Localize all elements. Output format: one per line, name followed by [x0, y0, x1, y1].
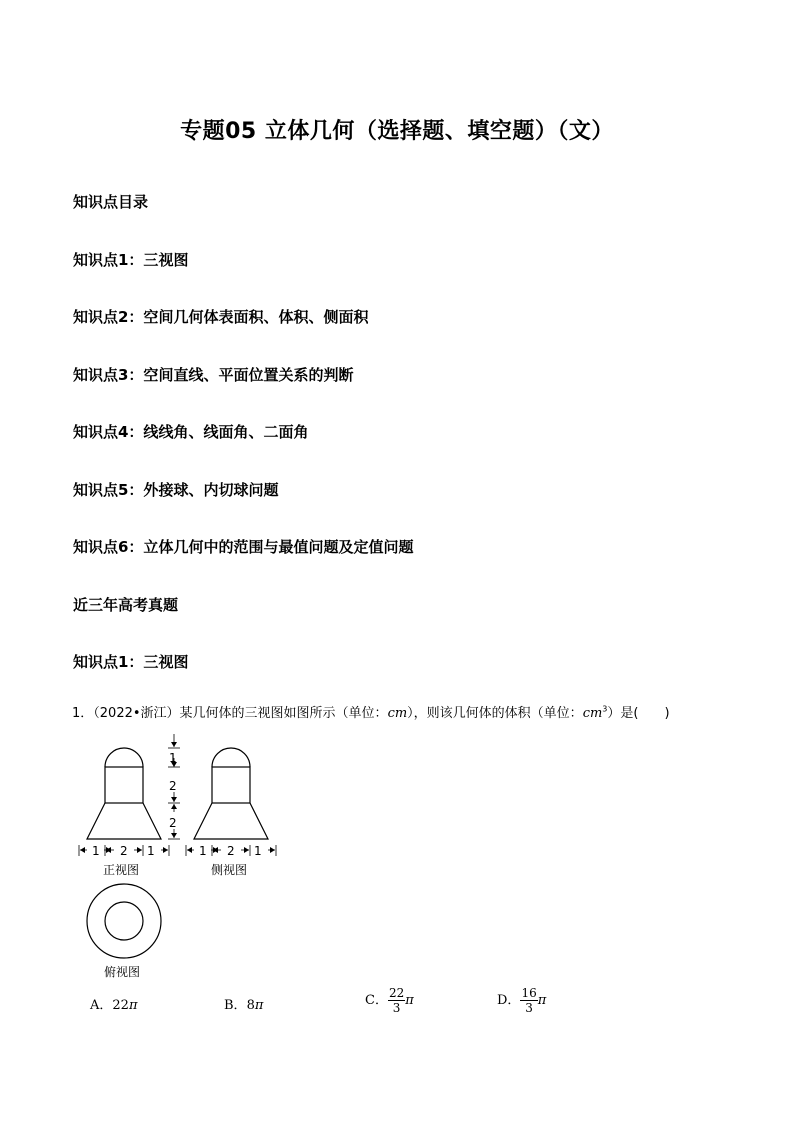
toc-item-6: 知识点6：立体几何中的范围与最值问题及定值问题: [73, 538, 414, 556]
dim-side-1: 1: [199, 844, 207, 858]
section-knowledge-1: 知识点1：三视图: [73, 653, 189, 671]
unit-exponent: 3: [602, 704, 608, 714]
toc-item-2: 知识点2：空间几何体表面积、体积、侧面积: [73, 308, 369, 326]
option-d-label: D．: [497, 993, 521, 1008]
unit-cm-1: cm: [387, 706, 408, 721]
toc-item-1: 知识点1：三视图: [73, 251, 189, 269]
dim-front-2: 2: [120, 844, 128, 858]
question-source: （2022•浙江）: [93, 706, 180, 721]
top-view-label: 俯视图: [104, 965, 141, 979]
option-a-label: A．: [90, 998, 113, 1013]
question-text-2: ），则该几何体的体积（单位：: [407, 706, 583, 721]
option-c-numerator: 22: [388, 986, 405, 1000]
side-view-drawing: [194, 748, 268, 839]
toc-item-4: 知识点4：线线角、线面角、二面角: [73, 423, 309, 441]
pi-symbol: π: [254, 998, 264, 1013]
option-c: [365, 986, 414, 1015]
pi-symbol: π: [537, 993, 547, 1008]
front-view-label: 正视图: [103, 863, 140, 877]
dim-vertical-2: 2: [169, 779, 177, 793]
option-c-label: C．: [365, 993, 388, 1008]
toc-heading: 知识点目录: [73, 193, 149, 211]
option-b: [224, 994, 263, 1013]
option-c-fraction: [388, 986, 405, 1015]
option-b-label: B．: [224, 998, 247, 1013]
option-a-value: 22: [112, 998, 129, 1013]
dim-side-2: 2: [227, 844, 235, 858]
toc-item-5: 知识点5：外接球、内切球问题: [73, 481, 279, 499]
dim-vertical-1: 1: [169, 751, 177, 765]
pi-symbol: π: [128, 998, 138, 1013]
dim-vertical-3: 2: [169, 816, 177, 830]
option-b-value: 8: [246, 998, 255, 1013]
question-text-3: ）是( ): [607, 706, 670, 721]
top-view-drawing: [87, 884, 161, 958]
dim-side-3: 1: [254, 844, 262, 858]
dim-front-3: 1: [147, 844, 155, 858]
option-d: [497, 986, 546, 1015]
question-number: 1．: [72, 706, 94, 721]
question-text-1: 某几何体的三视图如图所示（单位：: [179, 706, 388, 721]
toc-item-3: 知识点3：空间直线、平面位置关系的判断: [73, 366, 354, 384]
option-d-numerator: 16: [521, 986, 537, 1000]
document-title: 专题05 立体几何（选择题、填空题）（文）: [180, 119, 614, 144]
option-c-denominator: 3: [392, 1001, 401, 1015]
unit-cm-2: cm: [582, 706, 603, 721]
side-view-label: 侧视图: [211, 863, 248, 877]
section-real-exams: 近三年高考真题: [73, 596, 179, 614]
option-a: [90, 994, 137, 1013]
dim-front-1: 1: [92, 844, 100, 858]
pi-symbol: π: [405, 993, 414, 1008]
option-d-denominator: 3: [525, 1001, 533, 1015]
front-view-drawing: [87, 748, 161, 839]
option-d-fraction: [520, 986, 537, 1015]
